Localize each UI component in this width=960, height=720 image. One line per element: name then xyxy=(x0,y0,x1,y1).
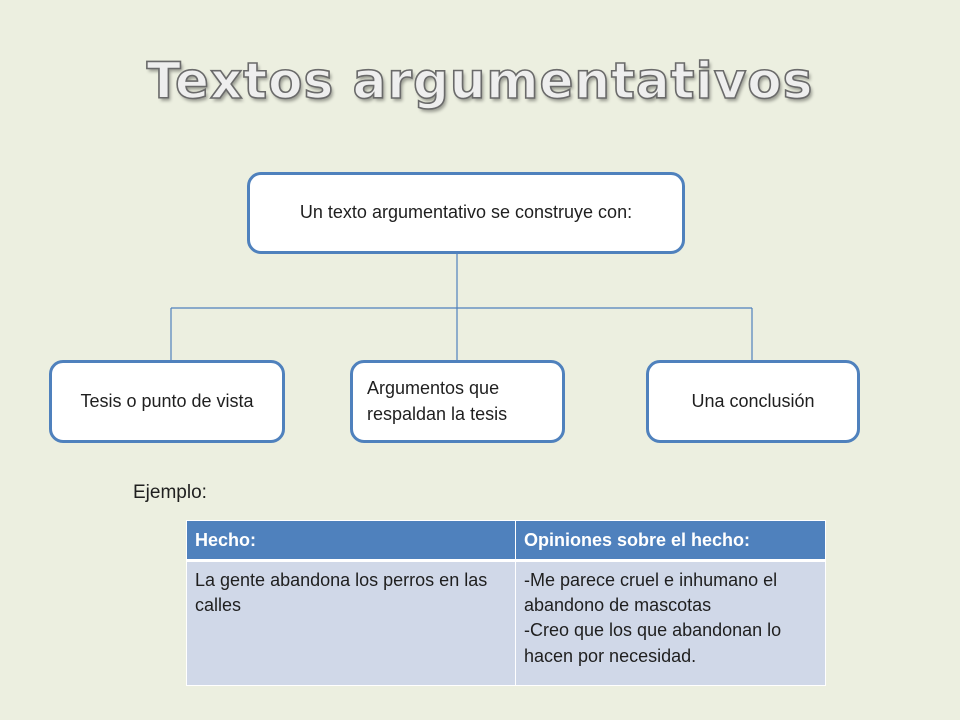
diagram-node-argumentos-label: Argumentos que respaldan la tesis xyxy=(367,378,508,424)
example-label: Ejemplo: xyxy=(133,482,207,503)
table-row xyxy=(187,561,826,686)
diagram-node-tesis xyxy=(49,360,285,443)
example-table xyxy=(186,520,826,686)
page-title: Textos argumentativos xyxy=(146,52,814,110)
diagram-node-tesis-label: Tesis o punto de vista xyxy=(80,390,254,411)
diagram-node-conclusion xyxy=(646,360,860,443)
diagram-node-argumentos xyxy=(350,360,565,443)
table-cell-opinions xyxy=(516,561,826,686)
table-header-row xyxy=(187,521,826,561)
diagram-root-node xyxy=(247,172,685,254)
opinion-item: -Me parece cruel e inhumano el abandono de mascotas xyxy=(524,570,778,616)
table-cell-fact: La gente abandona los perros en las calles xyxy=(187,561,516,686)
table-header-hecho: Hecho: xyxy=(187,521,516,561)
opinion-item: -Creo que los que abandonan lo hacen por necesidad. xyxy=(524,620,782,666)
diagram-node-conclusion-label: Una conclusión xyxy=(691,390,815,411)
table-header-opiniones: Opiniones sobre el hecho: xyxy=(516,521,826,561)
diagram-root-label: Un texto argumentativo se construye con: xyxy=(299,202,633,223)
